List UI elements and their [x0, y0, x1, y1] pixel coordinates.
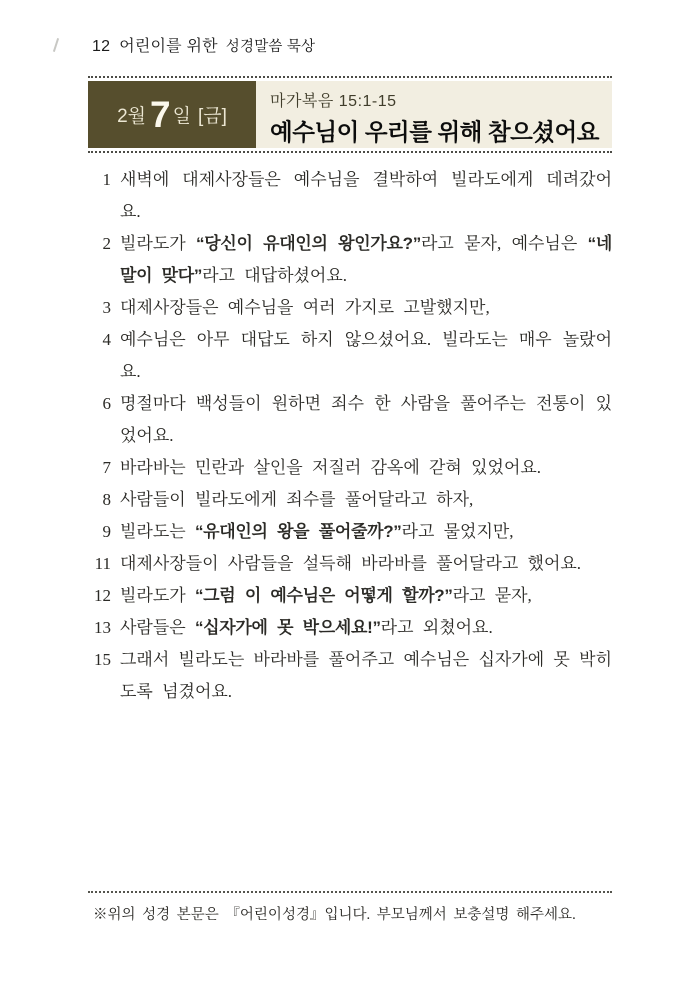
verse-number: 4 — [102, 330, 111, 349]
date-month: 2월 — [117, 106, 147, 127]
verse-text — [120, 164, 612, 228]
verse-plain-text: 새벽에 대제사장들은 예수님을 결박하여 빌라도에게 데려갔어요. — [120, 170, 612, 221]
running-head — [92, 33, 315, 56]
verse-number: 3 — [102, 298, 111, 317]
verse-plain-text: 빌라도가 — [120, 586, 195, 605]
header-bottom-dotted-rule — [88, 151, 612, 153]
verse-plain-text: 라고 물었지만, — [401, 522, 514, 541]
verse-text — [120, 484, 612, 516]
verse-row — [88, 388, 612, 452]
verse-text — [120, 516, 612, 548]
verse-text — [120, 388, 612, 452]
running-head-subtitle: 성경말씀 묵상 — [225, 39, 316, 55]
scan-artifact — [53, 38, 59, 52]
verse-list — [88, 164, 612, 708]
footer-dotted-rule — [88, 891, 612, 893]
verse-number: 13 — [94, 618, 111, 637]
verse-number: 6 — [102, 394, 111, 413]
verse-plain-text: 라고 외쳤어요. — [380, 618, 493, 637]
verse-plain-text: 사람들은 — [120, 618, 195, 637]
date-unit: 일 — [172, 106, 191, 127]
verse-number: 15 — [94, 650, 111, 669]
verse-plain-text: 라고 대답하셨어요. — [202, 266, 348, 285]
date-day: 7 — [150, 94, 171, 135]
verse-number: 7 — [102, 458, 111, 477]
verse-plain-text: 사람들이 빌라도에게 죄수를 풀어달라고 하자, — [120, 490, 474, 509]
verse-row — [88, 164, 612, 228]
page-number: 12 — [92, 38, 111, 55]
verse-number: 9 — [102, 522, 111, 541]
verse-row — [88, 228, 612, 292]
verse-number: 11 — [94, 554, 111, 573]
verse-plain-text: 라고 묻자, 예수님은 — [420, 234, 588, 253]
verse-quote-bold: “십자가에 못 박으세요!” — [194, 618, 381, 637]
verse-row — [88, 452, 612, 484]
title-box — [256, 81, 612, 148]
scripture-reference: 마가복음 15:1-15 — [270, 93, 397, 110]
verse-row — [88, 516, 612, 548]
verse-plain-text: 빌라도는 — [120, 522, 195, 541]
verse-quote-bold: “유대인의 왕을 풀어줄까?” — [194, 522, 402, 541]
verse-number: 2 — [102, 234, 111, 253]
verse-row — [88, 548, 612, 580]
footer-note: ※위의 성경 본문은 『어린이성경』입니다. 부모님께서 보충설명 해주세요. — [93, 907, 576, 923]
verse-quote-bold: “그럼 이 예수님은 어떻게 할까?” — [194, 586, 453, 605]
verse-plain-text: 대제사장들은 예수님을 여러 가지로 고발했지만, — [120, 298, 490, 317]
date-box — [88, 81, 256, 148]
verse-text — [120, 548, 612, 580]
verse-row — [88, 644, 612, 708]
verse-quote-bold: “네 말이 맞다” — [120, 234, 612, 285]
date-weekday: [금] — [197, 106, 227, 127]
verse-plain-text: 빌라도가 — [120, 234, 197, 253]
verse-plain-text: 예수님은 아무 대답도 하지 않으셨어요. 빌라도는 매우 놀랐어요. — [120, 330, 612, 381]
verse-text — [120, 580, 612, 612]
verse-plain-text: 바라바는 민란과 살인을 저질러 감옥에 갇혀 있었어요. — [120, 458, 542, 477]
verse-text — [120, 228, 612, 292]
verse-plain-text: 대제사장들이 사람들을 설득해 바라바를 풀어달라고 했어요. — [120, 554, 582, 573]
verse-plain-text: 라고 묻자, — [452, 586, 532, 605]
verse-text — [120, 452, 612, 484]
verse-row — [88, 324, 612, 388]
lesson-title: 예수님이 우리를 위해 참으셨어요 — [270, 119, 599, 145]
lesson-header — [88, 81, 612, 148]
verse-text — [120, 324, 612, 388]
verse-quote-bold: “당신이 유대인의 왕인가요?” — [196, 234, 421, 253]
verse-plain-text: 그래서 빌라도는 바라바를 풀어주고 예수님은 십자가에 못 박히도록 넘겼어요. — [120, 650, 612, 701]
running-head-title: 어린이를 위한 — [119, 38, 218, 55]
verse-number: 8 — [102, 490, 111, 509]
top-dotted-rule — [88, 76, 612, 78]
verse-plain-text: 명절마다 백성들이 원하면 죄수 한 사람을 풀어주는 전통이 있었어요. — [120, 394, 612, 445]
verse-text — [120, 612, 612, 644]
verse-text — [120, 292, 612, 324]
verse-row — [88, 484, 612, 516]
verse-row — [88, 580, 612, 612]
verse-row — [88, 292, 612, 324]
verse-number: 1 — [102, 170, 111, 189]
verse-text — [120, 644, 612, 708]
verse-row — [88, 612, 612, 644]
verse-number: 12 — [94, 586, 111, 605]
